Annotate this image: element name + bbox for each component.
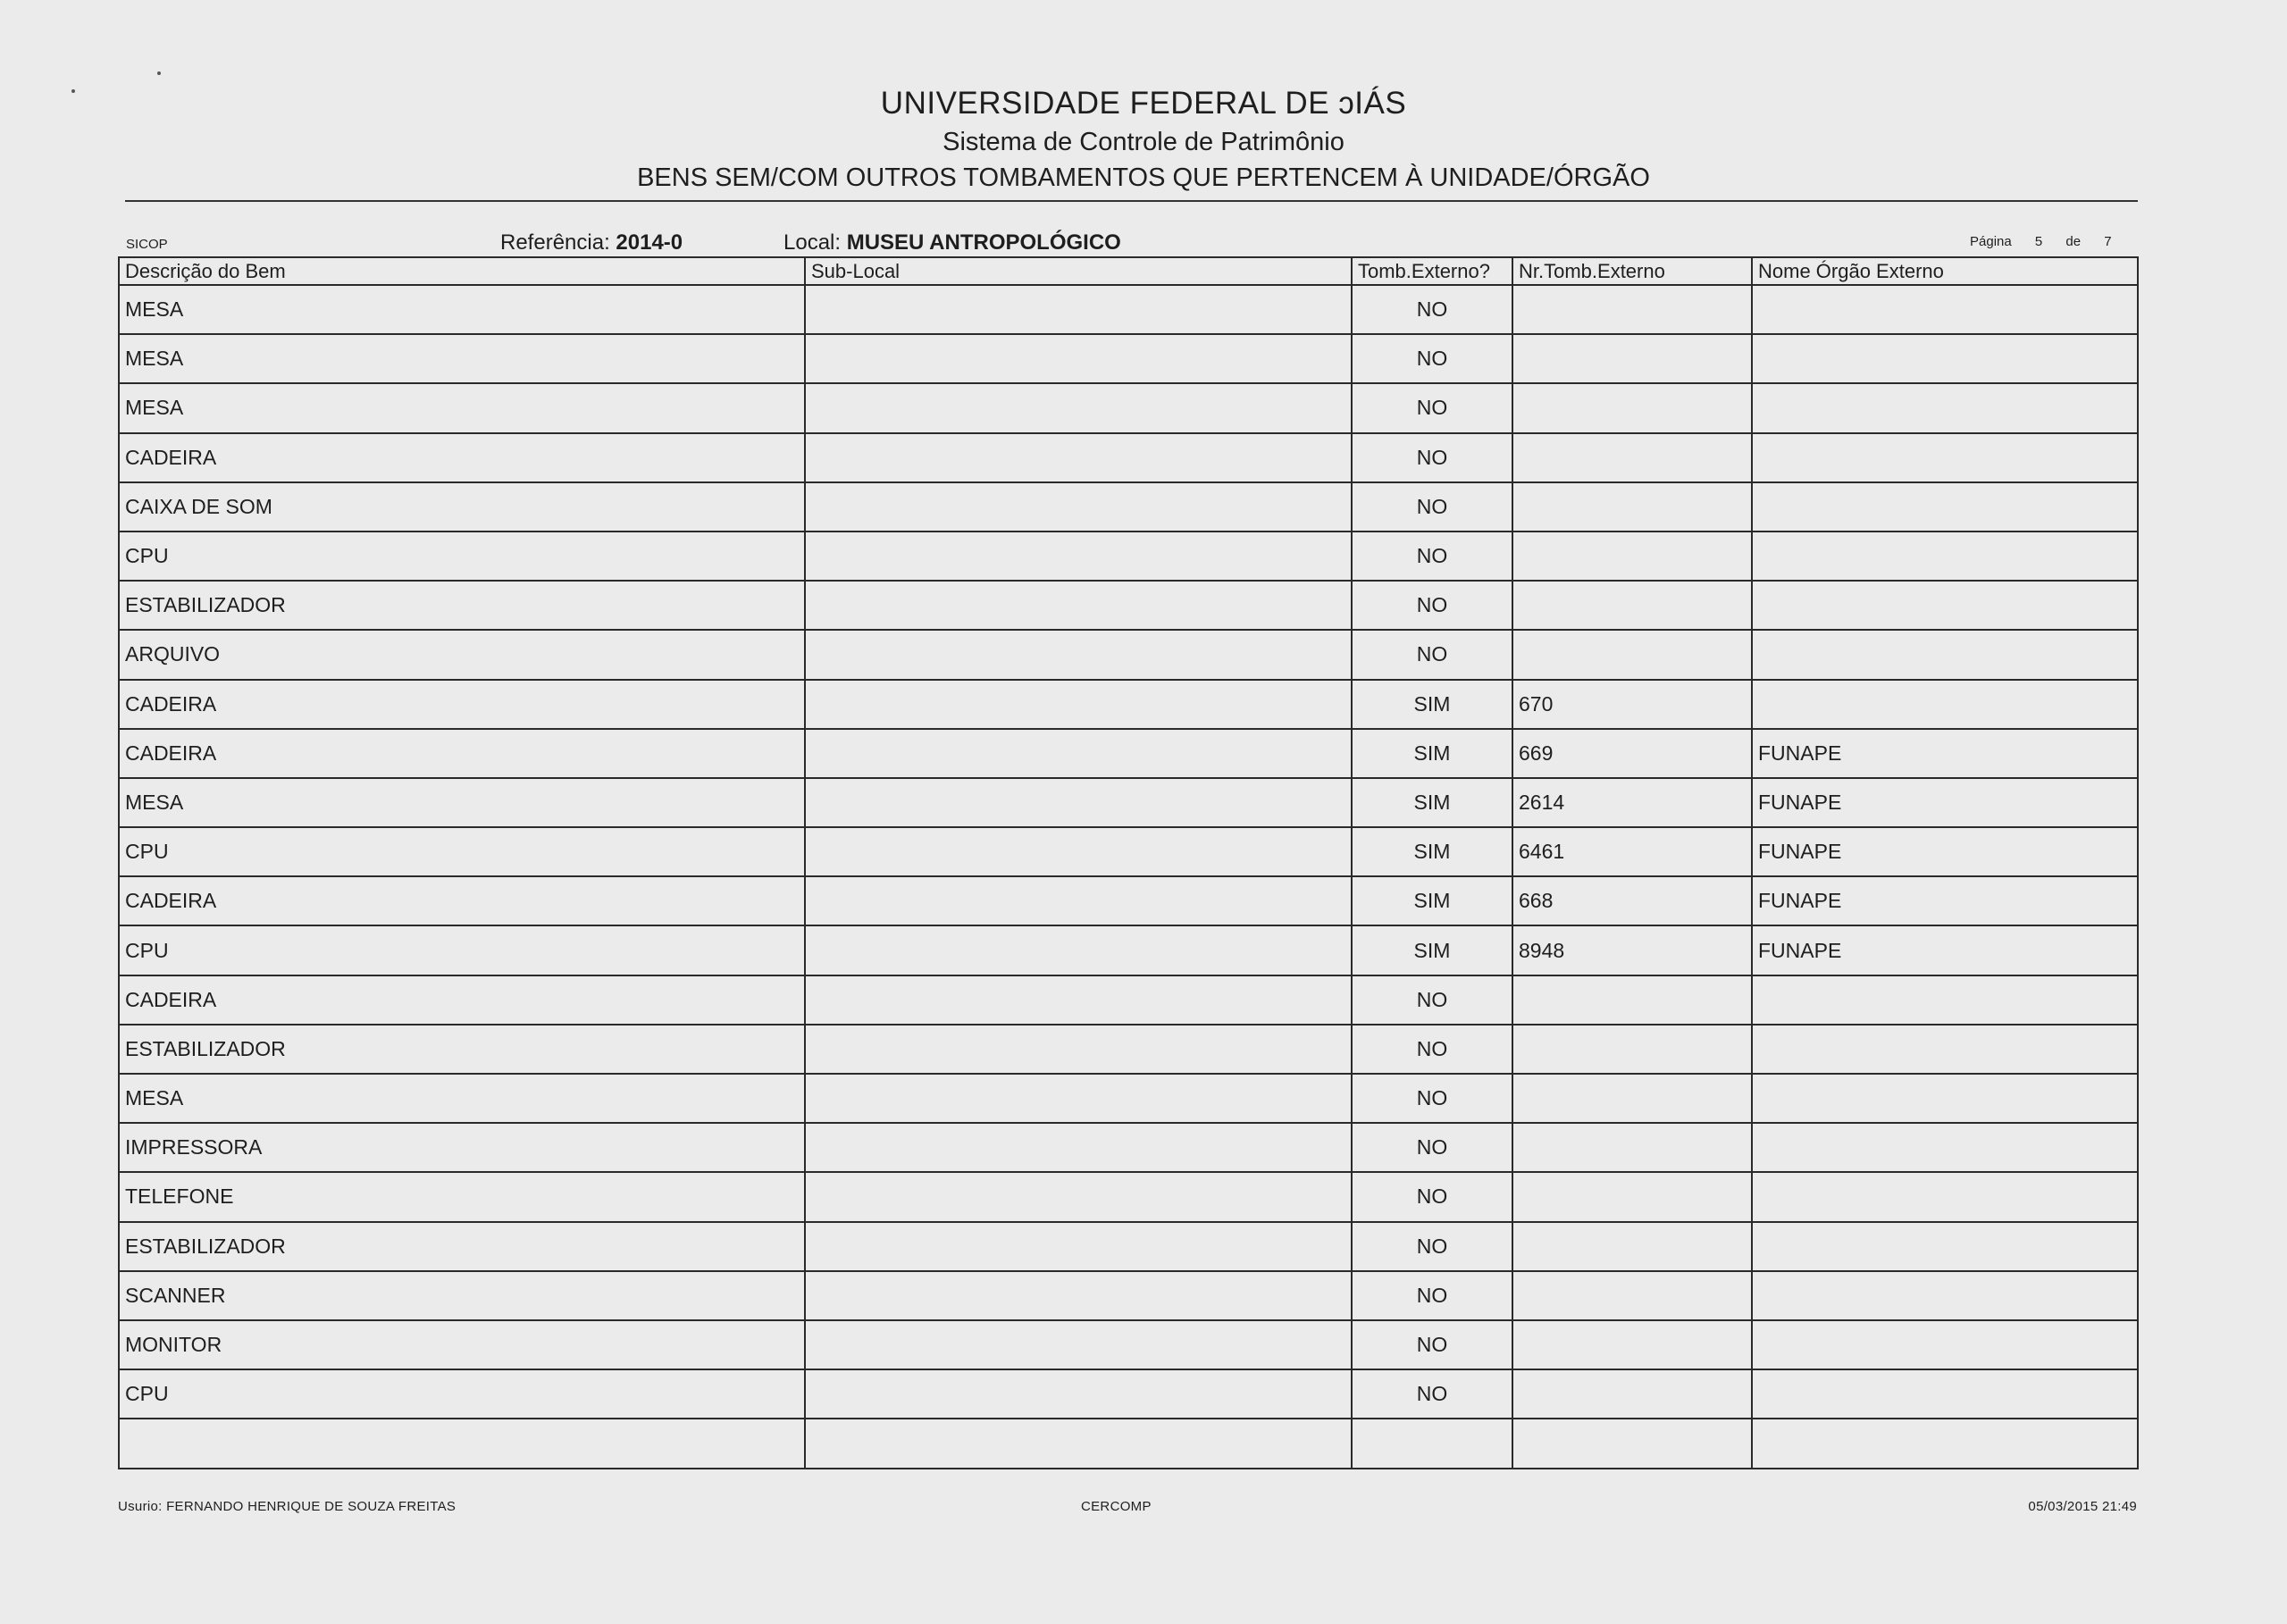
cell-sublocal — [805, 1419, 1352, 1468]
cell-description: MESA — [119, 383, 805, 432]
location — [783, 230, 1121, 255]
system-code: SICOP — [126, 237, 168, 252]
cell-sublocal — [805, 383, 1352, 432]
cell-description: CPU — [119, 827, 805, 876]
cell-external-number — [1512, 1271, 1752, 1320]
page-indicator — [1970, 234, 2112, 249]
table-row — [119, 778, 2138, 827]
cell-external-tomb: NO — [1352, 1123, 1512, 1172]
cell-external-org — [1752, 630, 2138, 679]
table-row — [119, 532, 2138, 581]
col-header-external-number: Nr.Tomb.Externo — [1512, 257, 1752, 285]
cell-external-org — [1752, 581, 2138, 630]
table-row — [119, 680, 2138, 729]
col-header-external-tomb: Tomb.Externo? — [1352, 257, 1512, 285]
cell-description: CPU — [119, 532, 805, 581]
table-row — [119, 975, 2138, 1025]
cell-external-org — [1752, 680, 2138, 729]
cell-external-tomb: SIM — [1352, 778, 1512, 827]
cell-external-tomb: NO — [1352, 433, 1512, 482]
cell-external-number — [1512, 433, 1752, 482]
cell-description: MESA — [119, 334, 805, 383]
cell-sublocal — [805, 581, 1352, 630]
cell-external-org — [1752, 1123, 2138, 1172]
cell-sublocal — [805, 532, 1352, 581]
cell-external-org — [1752, 1320, 2138, 1369]
cell-external-tomb: NO — [1352, 1369, 1512, 1419]
cell-external-org: FUNAPE — [1752, 778, 2138, 827]
footer-center: CERCOMP — [1081, 1499, 1152, 1514]
cell-external-number — [1512, 383, 1752, 432]
cell-external-org — [1752, 433, 2138, 482]
cell-description: IMPRESSORA — [119, 1123, 805, 1172]
cell-description: MESA — [119, 285, 805, 334]
system-subtitle: Sistema de Controle de Patrimônio — [942, 128, 1345, 156]
table-row — [119, 1320, 2138, 1369]
page-current: 5 — [2034, 234, 2043, 249]
cell-sublocal — [805, 729, 1352, 778]
cell-description: CPU — [119, 925, 805, 975]
cell-external-org — [1752, 1369, 2138, 1419]
cell-description: MESA — [119, 778, 805, 827]
cell-external-org — [1752, 1271, 2138, 1320]
cell-external-tomb: SIM — [1352, 876, 1512, 925]
page-of: de — [2065, 234, 2082, 249]
cell-external-tomb: NO — [1352, 383, 1512, 432]
cell-external-tomb: NO — [1352, 1025, 1512, 1074]
cell-description: TELEFONE — [119, 1172, 805, 1221]
table-row — [119, 925, 2138, 975]
table-row — [119, 1369, 2138, 1419]
cell-external-number: 668 — [1512, 876, 1752, 925]
cell-external-tomb: NO — [1352, 334, 1512, 383]
page-label: Página — [1970, 234, 2012, 249]
cell-description: ESTABILIZADOR — [119, 581, 805, 630]
cell-external-tomb: NO — [1352, 1320, 1512, 1369]
cell-sublocal — [805, 827, 1352, 876]
cell-sublocal — [805, 1222, 1352, 1271]
cell-external-tomb: NO — [1352, 1074, 1512, 1123]
table-row — [119, 876, 2138, 925]
table-row — [119, 630, 2138, 679]
assets-table — [118, 256, 2139, 1469]
cell-description: ESTABILIZADOR — [119, 1025, 805, 1074]
table-row — [119, 827, 2138, 876]
cell-external-tomb: NO — [1352, 1271, 1512, 1320]
table-row — [119, 1222, 2138, 1271]
cell-description: MESA — [119, 1074, 805, 1123]
reference — [500, 230, 683, 255]
cell-external-number — [1512, 1222, 1752, 1271]
cell-external-org — [1752, 975, 2138, 1025]
table-row — [119, 581, 2138, 630]
cell-external-tomb: SIM — [1352, 729, 1512, 778]
cell-description: CPU — [119, 1369, 805, 1419]
cell-external-number — [1512, 975, 1752, 1025]
cell-sublocal — [805, 1172, 1352, 1221]
cell-sublocal — [805, 1271, 1352, 1320]
table-row — [119, 1419, 2138, 1468]
cell-external-org — [1752, 285, 2138, 334]
cell-external-tomb: NO — [1352, 975, 1512, 1025]
cell-external-number — [1512, 1074, 1752, 1123]
col-header-external-org: Nome Órgão Externo — [1752, 257, 2138, 285]
cell-sublocal — [805, 285, 1352, 334]
cell-external-tomb: NO — [1352, 532, 1512, 581]
page-total: 7 — [2104, 234, 2112, 249]
cell-description: SCANNER — [119, 1271, 805, 1320]
cell-external-org: FUNAPE — [1752, 827, 2138, 876]
cell-sublocal — [805, 482, 1352, 532]
cell-sublocal — [805, 433, 1352, 482]
cell-sublocal — [805, 778, 1352, 827]
cell-external-number: 8948 — [1512, 925, 1752, 975]
cell-external-number — [1512, 532, 1752, 581]
cell-external-tomb: NO — [1352, 285, 1512, 334]
cell-external-number — [1512, 1123, 1752, 1172]
table-row — [119, 1271, 2138, 1320]
cell-external-tomb: SIM — [1352, 827, 1512, 876]
cell-external-number: 2614 — [1512, 778, 1752, 827]
cell-external-number — [1512, 1025, 1752, 1074]
table-row — [119, 729, 2138, 778]
cell-sublocal — [805, 334, 1352, 383]
cell-description: MONITOR — [119, 1320, 805, 1369]
table-row — [119, 482, 2138, 532]
cell-external-tomb: NO — [1352, 1222, 1512, 1271]
cell-sublocal — [805, 1123, 1352, 1172]
col-header-sublocal: Sub-Local — [805, 257, 1352, 285]
cell-external-org — [1752, 482, 2138, 532]
table-row — [119, 383, 2138, 432]
cell-external-number: 670 — [1512, 680, 1752, 729]
cell-description: ARQUIVO — [119, 630, 805, 679]
cell-external-number: 669 — [1512, 729, 1752, 778]
header-divider — [125, 200, 2138, 202]
cell-description: CADEIRA — [119, 680, 805, 729]
cell-external-number — [1512, 1369, 1752, 1419]
table-row — [119, 1123, 2138, 1172]
cell-external-tomb: NO — [1352, 1172, 1512, 1221]
cell-sublocal — [805, 1025, 1352, 1074]
cell-external-number — [1512, 1172, 1752, 1221]
cell-description: CADEIRA — [119, 433, 805, 482]
cell-external-org — [1752, 532, 2138, 581]
cell-external-org: FUNAPE — [1752, 925, 2138, 975]
table-row — [119, 433, 2138, 482]
table-header-row — [119, 257, 2138, 285]
cell-external-tomb: NO — [1352, 581, 1512, 630]
cell-external-number — [1512, 334, 1752, 383]
cell-sublocal — [805, 925, 1352, 975]
table-row — [119, 285, 2138, 334]
report-title: BENS SEM/COM OUTROS TOMBAMENTOS QUE PERTENCEM À UNIDADE/ÓRGÃO — [637, 163, 1650, 192]
table-row — [119, 1074, 2138, 1123]
cell-external-org — [1752, 1419, 2138, 1468]
cell-external-number — [1512, 630, 1752, 679]
cell-external-org — [1752, 334, 2138, 383]
cell-external-org — [1752, 1222, 2138, 1271]
cell-sublocal — [805, 1369, 1352, 1419]
cell-external-tomb: SIM — [1352, 925, 1512, 975]
cell-external-tomb: SIM — [1352, 680, 1512, 729]
cell-sublocal — [805, 680, 1352, 729]
cell-description: CADEIRA — [119, 876, 805, 925]
cell-sublocal — [805, 630, 1352, 679]
cell-external-org — [1752, 1025, 2138, 1074]
cell-external-tomb: NO — [1352, 630, 1512, 679]
cell-external-number: 6461 — [1512, 827, 1752, 876]
cell-sublocal — [805, 1074, 1352, 1123]
cell-description — [119, 1419, 805, 1468]
cell-sublocal — [805, 975, 1352, 1025]
location-value: MUSEU ANTROPOLÓGICO — [846, 230, 1121, 255]
cell-external-org: FUNAPE — [1752, 876, 2138, 925]
footer-user: Usurio: FERNANDO HENRIQUE DE SOUZA FREITAS — [118, 1499, 457, 1514]
cell-external-org — [1752, 1172, 2138, 1221]
table-row — [119, 334, 2138, 383]
cell-external-number — [1512, 285, 1752, 334]
cell-description: CADEIRA — [119, 975, 805, 1025]
cell-external-org: FUNAPE — [1752, 729, 2138, 778]
cell-sublocal — [805, 1320, 1352, 1369]
cell-description: CAIXA DE SOM — [119, 482, 805, 532]
cell-external-number — [1512, 1320, 1752, 1369]
cell-external-number — [1512, 1419, 1752, 1468]
cell-external-org — [1752, 383, 2138, 432]
cell-external-tomb — [1352, 1419, 1512, 1468]
cell-description: ESTABILIZADOR — [119, 1222, 805, 1271]
reference-value: 2014-0 — [616, 230, 683, 255]
col-header-description: Descrição do Bem — [119, 257, 805, 285]
scan-speck — [157, 71, 161, 75]
cell-description: CADEIRA — [119, 729, 805, 778]
table-row — [119, 1172, 2138, 1221]
reference-label: Referência: — [500, 230, 610, 255]
footer-datetime: 05/03/2015 21:49 — [2028, 1499, 2137, 1514]
cell-sublocal — [805, 876, 1352, 925]
cell-external-org — [1752, 1074, 2138, 1123]
location-label: Local: — [783, 230, 842, 255]
university-title: UNIVERSIDADE FEDERAL DE ͻIÁS — [880, 86, 1407, 121]
cell-external-number — [1512, 581, 1752, 630]
cell-external-tomb: NO — [1352, 482, 1512, 532]
cell-external-number — [1512, 482, 1752, 532]
table-row — [119, 1025, 2138, 1074]
